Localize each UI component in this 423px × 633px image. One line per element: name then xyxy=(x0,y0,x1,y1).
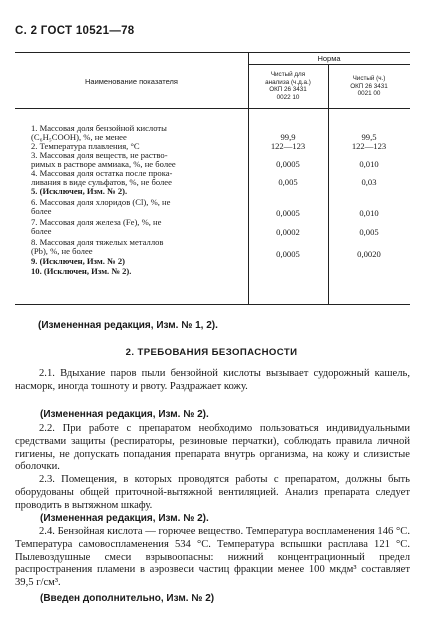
paragraph-2-1: 2.1. Вдыхание паров пыли бензойной кислоты вызывает судорожный кашель, насморк, иногда тошноту и рвоту. Раздражает кожу. xyxy=(15,368,410,392)
column-header-pure: Чистый (ч.) ОКП 26 3431 0021 00 xyxy=(350,75,388,98)
column-header-norm: Норма xyxy=(317,54,341,63)
table-note: (Измененная редакция, Изм. № 1, 2). xyxy=(38,320,218,331)
paragraph-2-4: 2.4. Бензойная кислота — горючее вещество. Температура воспламенения 146 °C. Температура самовоспламенения 534 °C. Температура вспышки расплава 121 °C. Пылевоздушные смеси взрывоопасны: нижний концентрационный предел распространения пламени в аэрозвеси частиц фракции менее 100 мкдм³ составляет 39,5 г/см³. xyxy=(15,526,410,589)
section-title: 2. ТРЕБОВАНИЯ БЕЗОПАСНОСТИ xyxy=(125,347,298,358)
paragraph-2-3: 2.3. Помещения, в которых проводятся работы с препаратом, должны быть оборудованы общей приточной-вытяжной вентиляцией. Анализ препарата следует проводить в вытяжном шкафу. xyxy=(15,474,410,511)
page-header: С. 2 ГОСТ 10521—78 xyxy=(15,25,135,37)
amendment-note: (Введен дополнительно, Изм. № 2) xyxy=(40,593,215,604)
paragraph-2-2: 2.2. При работе с препаратом необходимо пользоваться индивидуальными средствами защиты (респираторы, резиновые перчатки), соблюдать правила личной гигиены, не допускать попадания препарата внутрь организма, на кожу и слизистые оболочки. xyxy=(15,423,410,473)
column-header-name: Наименование показателя xyxy=(85,77,178,86)
amendment-note: (Измененная редакция, Изм. № 2). xyxy=(40,409,209,420)
norm-rule xyxy=(248,64,410,65)
header-bottom-rule xyxy=(15,108,410,109)
requirements-table: Наименование показателя Норма Чистый для анализа (ч.д.а.) ОКП 26 3431 0022 10 Чистый (ч.) ОКП 26 3431 0021 00 1. Массовая доля бензойной кислоты (C₆H₅COOH), %, не менее 99,9 99,5 2. Температура плавления, °C 122—123 122—123 3. Массовая доля веществ, не раство- римых в растворе аммиака, %, не более 0,0005 0,010 4. Массовая доля остатка после прока- ливания в виде сульфатов, %, не более 0,005 0,03 5. (Исключен, Изм. № 2). 6. Массовая доля хлоридов (Cl), %, не более 0,0005 0,010 7. Массовая доля железа (Fe), %, не более 0,0002 0,005 8. Массовая доля тяжелых металлов (Pb), %, не более 0,0005 0,0020 9. (Исключен, Изм. № 2) 10. (Исключен, Изм. № 2). xyxy=(15,52,410,304)
amendment-note: (Измененная редакция, Изм. № 2). xyxy=(40,513,209,524)
table-top-rule xyxy=(15,52,410,53)
column-header-pure-for-analysis: Чистый для анализа (ч.д.а.) ОКП 26 3431 0022 10 xyxy=(265,71,311,101)
table-bottom-rule xyxy=(15,304,410,305)
